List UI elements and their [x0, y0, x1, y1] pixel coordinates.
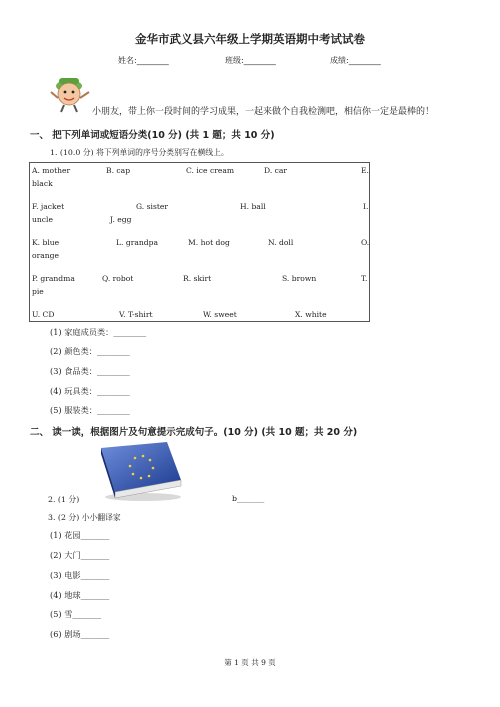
word-item: N. doll — [268, 238, 294, 247]
intro-text: 小朋友，带上你一段时间的学习成果，一起来做个自我检测吧，相信你一定是最棒的！ — [92, 107, 435, 117]
question-1: 1. (10.0 分) 将下列单词的序号分类别写在横线上。 — [50, 148, 229, 157]
translate-item-snow: (5) 雪_______ — [50, 609, 102, 619]
question-2-label: 2. (1 分) — [48, 495, 80, 504]
word-item: W. sweet — [203, 310, 237, 319]
word-item: C. ice cream — [186, 166, 235, 175]
translate-item-movie: (3) 电影_______ — [50, 570, 110, 580]
word-item: T. — [361, 274, 368, 283]
translate-item-theater: (6) 剧场_______ — [50, 629, 110, 639]
name-field-label: 姓名:________ — [118, 56, 169, 65]
word-item: V. T-shirt — [119, 310, 153, 319]
translate-item-earth: (4) 地球_______ — [50, 590, 110, 600]
class-field-label: 班级:________ — [225, 56, 276, 65]
book-illustration — [97, 440, 183, 502]
score-field-label: 成绩:________ — [330, 56, 381, 65]
page-footer: 第 1 页 共 9 页 — [224, 658, 276, 667]
word-item: U. CD — [32, 310, 55, 319]
word-item: orange — [32, 251, 59, 260]
translate-item-garden: (1) 花园_______ — [50, 530, 110, 540]
category-family: (1) 家庭成员类：________ — [50, 327, 147, 337]
word-item: M. hot dog — [188, 238, 230, 247]
word-item: E. — [361, 166, 369, 175]
word-item: F. jacket — [32, 202, 65, 211]
word-item: O. — [361, 238, 370, 247]
question-3: 3. (2 分) 小小翻译家 — [48, 513, 121, 522]
mascot-illustration — [47, 70, 95, 114]
translate-item-gate: (2) 大门_______ — [50, 550, 110, 560]
category-food: (3) 食品类：________ — [50, 366, 130, 376]
category-clothes: (5) 服装类：________ — [50, 405, 130, 415]
page-title: 金华市武义县六年级上学期英语期中考试试卷 — [135, 32, 365, 46]
word-item: J. egg — [110, 215, 132, 224]
word-item: black — [32, 179, 53, 188]
word-item: H. ball — [240, 202, 266, 211]
word-item: X. white — [295, 310, 327, 319]
section-2-heading: 二、 读一读，根据图片及句意提示完成句子。(10 分) (共 10 题；共 20 分) — [30, 427, 358, 438]
word-item: K. blue — [32, 238, 60, 247]
word-item: I. — [363, 202, 369, 211]
word-item: S. brown — [282, 274, 317, 283]
word-item: R. skirt — [183, 274, 212, 283]
word-list-box — [29, 162, 370, 322]
word-item: P. grandma — [32, 274, 75, 283]
category-toys: (4) 玩具类：________ — [50, 386, 130, 396]
word-item: G. sister — [136, 202, 169, 211]
word-item: D. car — [264, 166, 288, 175]
category-colors: (2) 颜色类：________ — [50, 346, 130, 356]
section-1-heading: 一、 把下列单词或短语分类(10 分) (共 1 题；共 10 分) — [30, 130, 275, 141]
word-item: B. cap — [106, 166, 131, 175]
word-item: A. mother — [32, 166, 71, 175]
question-2-blank: b_______ — [232, 494, 265, 503]
word-item: uncle — [32, 215, 53, 224]
word-item: Q. robot — [102, 274, 134, 283]
word-item: pie — [32, 287, 44, 296]
word-item: L. grandpa — [116, 238, 159, 247]
